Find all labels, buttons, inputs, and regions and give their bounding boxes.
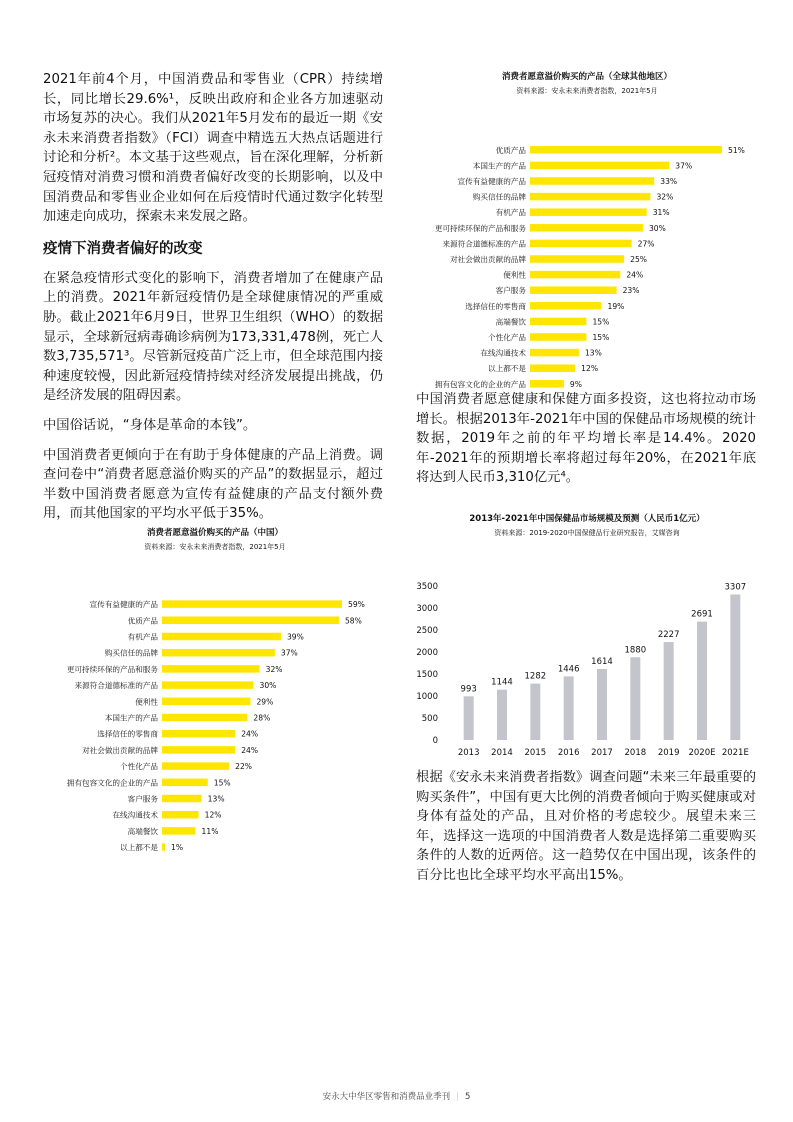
global-value-label: 15% xyxy=(592,333,610,342)
china-bar xyxy=(162,681,254,689)
chart-market-source: 资料来源：2019-2020中国保健品行业研究报告，艾媒咨询 xyxy=(494,529,680,537)
global-value-label: 13% xyxy=(584,348,602,358)
market-bar xyxy=(530,684,540,740)
china-value-label: 29% xyxy=(256,697,274,707)
global-value-label: 30% xyxy=(648,223,666,233)
global-bar xyxy=(530,240,632,248)
global-value-label: 33% xyxy=(660,177,678,186)
market-y-tick: 3500 xyxy=(416,582,438,592)
market-x-tick: 2015 xyxy=(524,748,547,758)
global-bar xyxy=(530,224,643,232)
china-bar xyxy=(162,714,247,722)
global-category-label: 以上都不是 xyxy=(488,364,526,374)
market-value-label: 1144 xyxy=(491,677,513,688)
global-bar xyxy=(530,208,647,216)
china-value-label: 37% xyxy=(280,648,298,658)
global-bar xyxy=(530,162,669,170)
market-value-label: 993 xyxy=(460,684,477,695)
global-category-label: 高端餐饮 xyxy=(495,317,526,327)
china-bar xyxy=(162,811,199,819)
china-value-label: 13% xyxy=(207,794,225,804)
global-bar xyxy=(530,349,579,357)
china-category-label: 宣传有益健康的产品 xyxy=(89,600,158,610)
intro-paragraph: 2021年前4个月，中国消费品和零售业（CPR）持续增长，同比增长29.6%¹，反映出政府和企业各方加速驱动市场复苏的决心。我们从2021年5月发布的最近一期《安永未来消费者指数》（FCI）调查中精选五大热点话题进行讨论和分析²。本文基于这些观点，旨在深化理解，分析新冠疫情对消费习惯和消费者偏好改变的长期影响，以及中国消费品和零售业企业如何在后疫情时代通过数字化转型加速走向成功，探索未来发展之路。 xyxy=(43,72,383,225)
chart-market xyxy=(412,514,762,762)
global-value-label: 19% xyxy=(607,301,625,311)
paragraph-china-consumers: 中国消费者更倾向于在有助于身体健康的产品上消费。调查问卷中“消费者愿意溢价购买的产品”的数据显示，超过半数中国消费者愿意为宣传有益健康的产品支付额外费用，而其他国家的平均水平低于35%。 xyxy=(43,447,383,522)
china-bar xyxy=(162,795,202,803)
china-category-label: 以上都不是 xyxy=(120,843,158,853)
china-value-label: 24% xyxy=(241,745,259,755)
china-bar xyxy=(162,698,250,706)
china-category-label: 个性化产品 xyxy=(120,762,158,772)
global-bar xyxy=(530,255,624,263)
footer-separator: | xyxy=(456,1092,459,1102)
chart-global-title: 消费者愿意溢价购买的产品（全球其他地区） xyxy=(501,72,672,82)
market-x-tick: 2013 xyxy=(457,748,480,758)
china-category-label: 来源符合道德标准的产品 xyxy=(74,681,158,691)
global-value-label: 25% xyxy=(630,255,648,264)
china-category-label: 购买信任的品牌 xyxy=(104,648,158,658)
global-category-label: 来源符合道德标准的产品 xyxy=(442,239,526,249)
china-category-label: 对社会做出贡献的品牌 xyxy=(82,745,158,755)
china-category-label: 选择信任的零售商 xyxy=(97,729,158,739)
market-x-tick: 2019 xyxy=(657,748,680,758)
market-x-tick: 2017 xyxy=(591,748,613,758)
global-value-label: 15% xyxy=(592,317,610,327)
china-bar xyxy=(162,827,196,835)
paragraph-proverb: 中国俗话说，“身体是革命的本钱”。 xyxy=(43,417,257,433)
chart-market-title: 2013年-2021年中国保健品市场规模及预测（人民币1亿元） xyxy=(469,514,705,524)
global-category-label: 对社会做出贡献的品牌 xyxy=(450,255,526,264)
china-value-label: 24% xyxy=(241,729,259,739)
china-value-label: 39% xyxy=(286,632,304,642)
market-y-tick: 2000 xyxy=(416,648,438,658)
market-value-label: 1446 xyxy=(557,664,580,675)
global-category-label: 客户服务 xyxy=(495,286,526,296)
global-value-label: 32% xyxy=(656,192,674,202)
global-bar xyxy=(530,302,602,310)
global-category-label: 在线沟通技术 xyxy=(480,348,526,358)
market-y-tick: 1000 xyxy=(416,692,438,702)
chart-china-title: 消费者愿意溢价购买的产品（中国） xyxy=(146,528,283,538)
market-value-label: 2227 xyxy=(657,630,680,641)
chart-global xyxy=(412,72,762,389)
section-heading: 疫情下消费者偏好的改变 xyxy=(43,240,203,257)
global-category-label: 本国生产的产品 xyxy=(472,161,526,171)
china-value-label: 59% xyxy=(348,600,365,610)
chart-market-svg xyxy=(412,538,762,758)
china-category-label: 在线沟通技术 xyxy=(112,810,158,820)
chart-china-source: 资料来源：安永未来消费者指数，2021年5月 xyxy=(144,543,286,551)
china-category-label: 本国生产的产品 xyxy=(104,713,158,723)
global-bar xyxy=(530,364,575,372)
market-y-tick: 1500 xyxy=(416,670,438,680)
paragraph-pandemic: 在紧急疫情形式变化的影响下，消费者增加了在健康产品上的消费。2021年新冠疫情仍是全球健康情况的严重威胁。截止2021年6月9日，世界卫生组织（WHO）的数据显示，全球新冠病毒确诊病例为173,331,478例，死亡人数3,735,571³。尽管新冠疫苗广泛上市，但全球范围内接种速度较慢，因此新冠疫情持续对经济发展提出挑战，仍是经济发展的阻碍因素。 xyxy=(43,270,383,404)
china-bar xyxy=(162,730,235,738)
china-bar xyxy=(162,600,342,608)
global-category-label: 拥有包容文化的企业的产品 xyxy=(434,379,526,389)
global-value-label: 12% xyxy=(581,364,599,374)
market-bar xyxy=(697,622,707,740)
china-bar xyxy=(162,779,208,787)
market-bar xyxy=(564,676,574,740)
china-value-label: 32% xyxy=(265,664,283,674)
china-category-label: 有机产品 xyxy=(127,632,158,642)
market-bar xyxy=(630,657,640,740)
china-category-label: 高端餐饮 xyxy=(127,826,158,836)
global-category-label: 购买信任的品牌 xyxy=(472,192,526,202)
china-value-label: 11% xyxy=(201,826,219,836)
global-value-label: 23% xyxy=(622,286,640,296)
market-y-tick: 500 xyxy=(421,714,438,724)
left-column xyxy=(43,70,383,524)
global-value-label: 31% xyxy=(652,208,670,218)
china-category-label: 便利性 xyxy=(135,697,158,707)
market-x-tick: 2021E xyxy=(721,748,749,758)
global-category-label: 个性化产品 xyxy=(488,333,526,342)
global-category-label: 有机产品 xyxy=(495,208,526,218)
china-bar xyxy=(162,649,275,657)
market-x-tick: 2016 xyxy=(557,748,580,758)
market-value-label: 2691 xyxy=(691,609,713,620)
china-value-label: 28% xyxy=(253,713,271,723)
global-category-label: 更可持续环保的产品和服务 xyxy=(434,223,526,233)
global-bar xyxy=(530,333,586,341)
china-value-label: 15% xyxy=(213,778,231,788)
market-value-label: 1614 xyxy=(591,656,613,667)
china-value-label: 58% xyxy=(344,616,362,626)
right-column-bottom xyxy=(416,768,756,886)
market-value-label: 1880 xyxy=(624,645,647,656)
global-bar xyxy=(530,177,654,185)
global-value-label: 51% xyxy=(728,145,745,155)
market-x-tick: 2018 xyxy=(624,748,647,758)
global-category-label: 选择信任的零售商 xyxy=(465,301,526,311)
market-bar xyxy=(664,642,674,740)
china-category-label: 拥有包容文化的企业的产品 xyxy=(66,778,158,788)
global-value-label: 27% xyxy=(637,239,655,249)
page-footer xyxy=(0,1090,793,1102)
china-value-label: 1% xyxy=(171,843,184,853)
market-value-label: 1282 xyxy=(524,671,547,682)
global-value-label: 37% xyxy=(675,161,693,171)
global-bar xyxy=(530,318,586,326)
market-value-label: 3307 xyxy=(724,582,747,593)
global-category-label: 优质产品 xyxy=(495,145,526,155)
global-bar xyxy=(530,286,617,294)
market-y-tick: 3000 xyxy=(416,604,438,614)
global-category-label: 便利性 xyxy=(503,270,526,280)
global-bar xyxy=(530,271,620,279)
china-bar xyxy=(162,665,260,673)
global-category-label: 宣传有益健康的产品 xyxy=(457,177,526,186)
china-bar xyxy=(162,633,281,641)
chart-global-source: 资料来源：安永未来消费者指数，2021年5月 xyxy=(516,87,658,95)
market-x-tick: 2014 xyxy=(491,748,513,758)
market-y-tick: 2500 xyxy=(416,626,438,636)
china-value-label: 22% xyxy=(235,762,253,772)
china-category-label: 客户服务 xyxy=(127,794,158,804)
market-bar xyxy=(497,690,507,740)
market-bar xyxy=(597,669,607,740)
china-category-label: 更可持续环保的产品和服务 xyxy=(66,664,158,674)
china-bar xyxy=(162,617,339,625)
china-category-label: 优质产品 xyxy=(127,616,158,626)
paragraph-market-growth: 中国消费者愿意健康和保健方面多投资，这也将拉动市场增长。根据2013年-2021年中国的保健品市场规模的统计数据，2019年之前的年平均增长率是14.4%。2020年-2021年的预期增长率将超过每年20%，在2021年底将达到人民币3,310亿元⁴。 xyxy=(416,392,756,486)
global-bar xyxy=(530,146,722,154)
global-bar xyxy=(530,380,564,388)
market-x-tick: 2020E xyxy=(688,748,716,758)
global-bar xyxy=(530,193,650,201)
china-value-label: 12% xyxy=(204,810,222,820)
right-column-top xyxy=(416,390,756,488)
global-value-label: 9% xyxy=(569,379,582,389)
market-bar xyxy=(730,594,740,740)
china-bar xyxy=(162,843,165,851)
china-bar xyxy=(162,762,229,770)
paragraph-purchase-conditions: 根据《安永未来消费者指数》调查问题“未来三年最重要的购买条件”，中国有更大比例的消费者倾向于购买健康或对身体有益处的产品，且对价格的考虑较少。展望未来三年，选择这一选项的中国消费者人数是选择第二重要购买条件的人数的近两倍。这一趋势仅在中国出现，该条件的百分比也比全球平均水平高出15%。 xyxy=(416,770,756,883)
page-number: 5 xyxy=(464,1092,471,1102)
market-bar xyxy=(464,696,474,740)
chart-global-svg xyxy=(412,96,762,389)
market-y-tick: 0 xyxy=(432,736,438,746)
footer-publication: 安永大中华区零售和消费品业季刊 xyxy=(322,1092,451,1102)
global-value-label: 24% xyxy=(626,270,644,280)
chart-china-svg xyxy=(40,552,390,853)
china-bar xyxy=(162,746,235,754)
china-value-label: 30% xyxy=(259,681,277,691)
chart-china xyxy=(40,528,390,853)
